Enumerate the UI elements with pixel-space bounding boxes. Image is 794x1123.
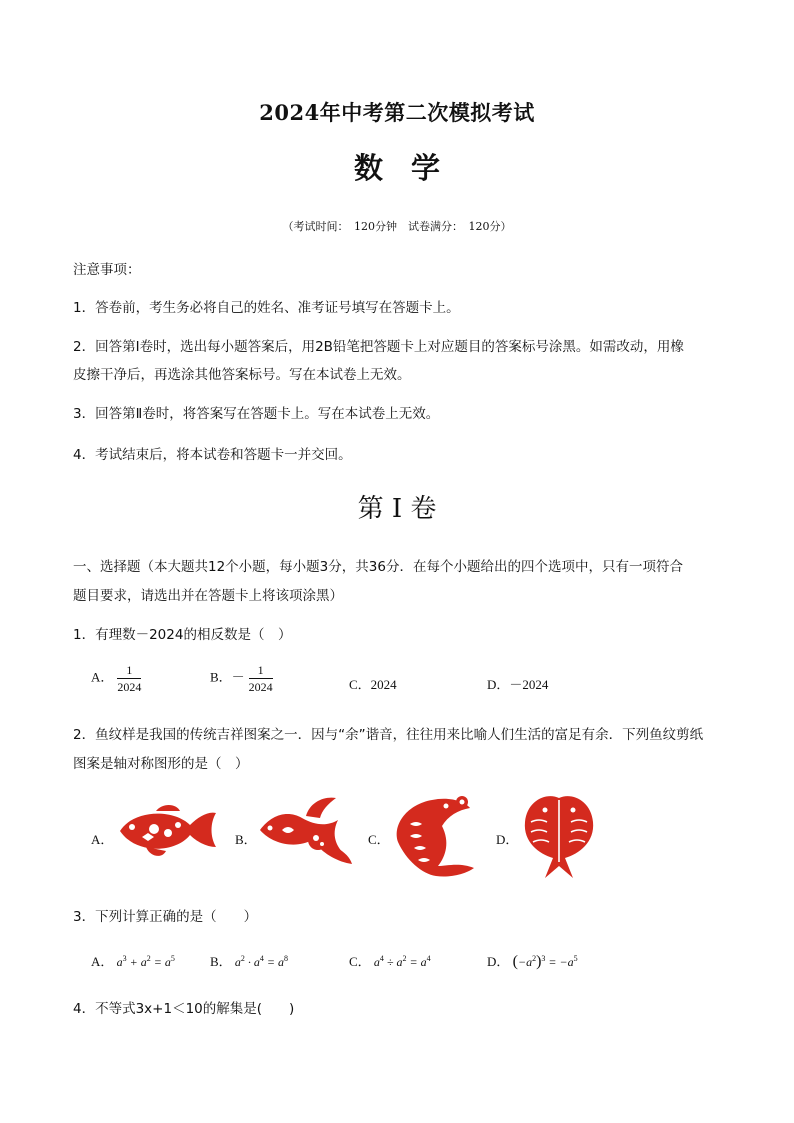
fraction-denominator: 2024 <box>117 680 142 694</box>
question-2-stem: 2．鱼纹样是我国的传统吉祥图案之一．因与“余”谐音，往往用来比喻人们生活的富足有余．下列鱼纹剪纸 <box>73 727 704 743</box>
question-3-stem: 3．下列计算正确的是（ ） <box>73 909 258 925</box>
fish-paper-cut-d-image <box>519 792 599 880</box>
q1-option-c: C．2024 <box>349 677 397 692</box>
exam-title: 2024年中考第二次模拟考试 <box>259 100 535 125</box>
fraction-numerator: 1 <box>117 663 141 679</box>
q1-option-b-fraction <box>249 663 273 694</box>
q3-option-b-expression: $a^2 \cdot a^4 = a^8$ <box>234 954 289 969</box>
subject-title: 数学 <box>353 151 468 185</box>
q3-option-a <box>91 951 175 970</box>
q3-option-b-label: B． <box>210 954 232 969</box>
q3-option-a-label: A． <box>91 954 114 969</box>
note-item: 3．回答第Ⅱ卷时，将答案写在答题卡上。写在本试卷上无效。 <box>73 406 440 422</box>
q3-option-c <box>349 951 431 970</box>
question-1-stem: 1．有理数－2024的相反数是（ ） <box>73 627 292 643</box>
note-item: 皮擦干净后，再选涂其他答案标号。写在本试卷上无效。 <box>73 367 411 383</box>
note-item: 2．回答第Ⅰ卷时，选出每小题答案后，用2B铅笔把答题卡上对应题目的答案标号涂黑。如需改动，用橡 <box>73 339 684 355</box>
q1-option-d: D．－2024 <box>487 677 549 692</box>
q3-option-c-expression: $a^4 \div a^2 = a^4$ <box>373 954 431 969</box>
q3-option-b <box>210 951 288 970</box>
section-title: 第 I 卷 <box>357 494 437 524</box>
fish-paper-cut-c-image <box>388 794 478 880</box>
exam-info: （考试时间： 120分钟 试卷满分： 120分） <box>282 220 512 233</box>
note-item: 4．考试结束后，将本试卷和答题卡一并交回。 <box>73 447 352 463</box>
section-instructions: 一、选择题（本大题共12个小题，每小题3分，共36分．在每个小题给出的四个选项中，只有一项符合 <box>73 559 683 575</box>
q1-option-a <box>91 663 141 694</box>
fish-paper-cut-a-image <box>116 803 220 863</box>
q1-option-a-fraction <box>117 663 141 694</box>
question-4-stem: 4．不等式3x+1＜10的解集是( ) <box>73 1001 295 1017</box>
q2-option-b-label: B． <box>235 832 257 847</box>
q2-option-c-label: C． <box>368 832 390 847</box>
question-2-stem: 图案是轴对称图形的是（ ） <box>73 756 249 772</box>
q3-option-d <box>487 951 578 971</box>
note-item: 1．答卷前，考生务必将自己的姓名、准考证号填写在答题卡上。 <box>73 300 460 316</box>
fraction-numerator: 1 <box>249 663 273 679</box>
q3-option-d-label: D． <box>487 954 510 969</box>
q1-option-a-label: A． <box>91 669 114 685</box>
q1-option-b <box>210 663 273 694</box>
q1-option-b-label: B．－ <box>210 669 245 685</box>
fish-paper-cut-b-image <box>258 796 354 868</box>
q2-option-d-label: D． <box>496 832 519 847</box>
section-instructions: 题目要求，请选出并在答题卡上将该项涂黑） <box>73 588 343 604</box>
q3-option-d-expression: $(-a^2)^3 = -a^5$ <box>512 953 578 970</box>
q3-option-a-expression: $a^3 + a^2 = a^5$ <box>116 954 175 969</box>
q2-option-a-label: A． <box>91 832 114 847</box>
fraction-denominator: 2024 <box>248 680 273 694</box>
notes-heading: 注意事项： <box>73 262 141 278</box>
q3-option-c-label: C． <box>349 954 371 969</box>
